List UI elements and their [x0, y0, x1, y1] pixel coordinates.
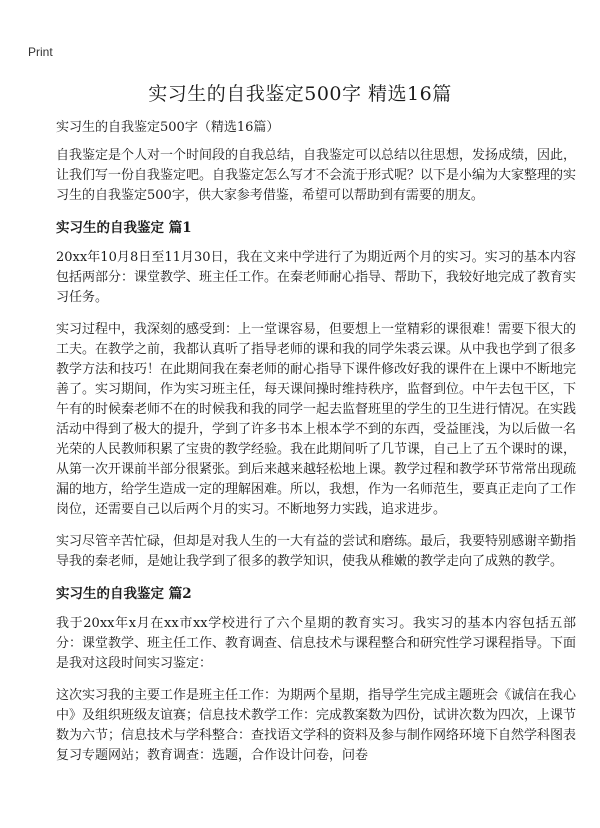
document-subtitle: 实习生的自我鉴定500字（精选16篇）: [56, 120, 280, 135]
section-2-paragraph: 这次实习我的主要工作是班主任工作：为期两个星期，指导学生完成主题班会《诚信在我心中》及组织班级友谊赛；信息技术教学工作：完成教案数为四份，试讲次数为四次，上课节数为六节；信息技术与学科整合：查找语文学科的资料及参与制作网络环境下自然学科图表复习专题网站；教育调查：选题，合作设计问卷，问卷: [56, 688, 577, 763]
page-title: 实习生的自我鉴定500字 精选16篇: [148, 83, 452, 105]
section-1-paragraph: 实习过程中，我深刻的感受到：上一堂课容易，但要想上一堂精彩的课很难！需要下很大的工夫。在教学之前，我都认真听了指导老师的课和我的同学朱裘云课。从中我也学到了很多教学方法和技巧！在此期间我在秦老师的耐心指导下课件修改好我的课件在上课中不断地完善了。实习期间，作为实习班主任，每天课间操时维持秩序，监督到位。中午去包干区，下午有的时候秦老师不在的时候我和我的同学一起去监督班里的学生的卫生进行情况。在实践活动中得到了极大的提升，学到了许多书本上根本学不到的东西，受益匪浅，为以后做一名光荣的人民教师积累了宝贵的教学经验。我在此期间听了几节课，自己上了五个课时的课，从第一次开课前半部分很紧张。到后来越来越轻松地上课。教学过程和教学环节常常出现疏漏的地方，给学生造成一定的理解困难。所以，我想，作为一名师范生，要真正走向了工作岗位，还需要自己以后两个月的实习。不断地努力实践，追求进步。: [56, 322, 577, 517]
section-2-paragraph: 我于20xx年x月在xx市xx学校进行了六个星期的教育实习。我实习的基本内容包括五部分：课堂教学、班主任工作、教育调查、信息技术与课程整合和研究性学习课程指导。下面是我对这段时间实习鉴定：: [56, 616, 577, 671]
section-1-paragraph: 20xx年10月8日至11月30日，我在文来中学进行了为期近两个月的实习。实习的基本内容包括两部分：课堂教学、班主任工作。在秦老师耐心指导、帮助下，我较好地完成了教育实习任务。: [56, 250, 577, 305]
print-button[interactable]: Print: [28, 45, 53, 59]
intro-paragraph: 自我鉴定是个人对一个时间段的自我总结，自我鉴定可以总结以往思想，发扬成绩，因此，让我们写一份自我鉴定吧。自我鉴定怎么写才不会流于形式呢？以下是小编为大家整理的实习生的自我鉴定500字，供大家参考借鉴，希望可以帮助到有需要的朋友。: [56, 148, 577, 203]
section-1-paragraph: 实习尽管辛苦忙碌，但却是对我人生的一大有益的尝试和磨练。最后，我要特别感谢辛勤指导我的秦老师，是她让我学到了很多的教学知识，使我从稚嫩的教学走向了成熟的教学。: [56, 534, 577, 569]
document-body: [56, 118, 576, 778]
section-heading-1: 实习生的自我鉴定 篇1: [56, 220, 192, 236]
section-heading-2: 实习生的自我鉴定 篇2: [56, 586, 192, 602]
